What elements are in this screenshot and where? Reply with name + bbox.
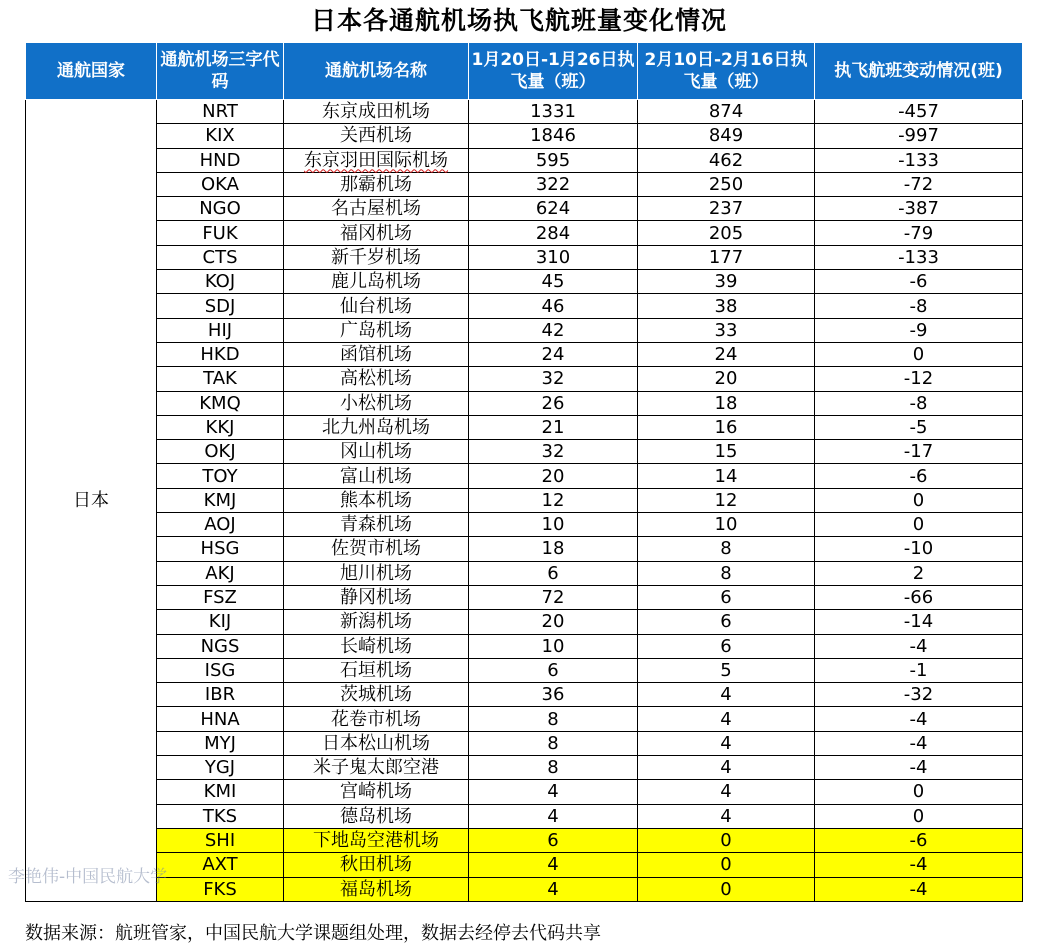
period1-count-cell: 42 [469,318,638,342]
period2-count-cell: 4 [638,804,815,828]
airport-name-cell: 冈山机场 [284,440,469,464]
airport-name-cell: 茨城机场 [284,683,469,707]
airport-name-cell: 佐贺市机场 [284,537,469,561]
table-row [26,780,1023,804]
period2-count-cell: 462 [638,148,815,172]
period2-count-cell: 250 [638,172,815,196]
period1-count-cell: 8 [469,756,638,780]
airport-code-cell: IBR [157,683,284,707]
table-row [26,270,1023,294]
header-name: 通航机场名称 [284,43,469,100]
airport-name-cell: 青森机场 [284,513,469,537]
table-row [26,853,1023,877]
period2-count-cell: 4 [638,707,815,731]
period1-count-cell: 12 [469,488,638,512]
airport-code-cell: TAK [157,367,284,391]
table-header-row [26,43,1023,100]
airport-code-cell: NRT [157,100,284,124]
period2-count-cell: 237 [638,197,815,221]
period2-count-cell: 16 [638,415,815,439]
airport-code-cell: KMQ [157,391,284,415]
table-row [26,658,1023,682]
table-row [26,342,1023,366]
period2-count-cell: 20 [638,367,815,391]
watermark-text: 李艳伟-中国民航大学 [8,867,168,887]
airport-flight-table [25,42,1023,902]
period1-count-cell: 8 [469,707,638,731]
airport-name-cell: 福冈机场 [284,221,469,245]
table-row [26,828,1023,852]
change-cell: 0 [815,342,1023,366]
period1-count-cell: 8 [469,731,638,755]
change-cell: -4 [815,756,1023,780]
airport-code-cell: TOY [157,464,284,488]
period1-count-cell: 46 [469,294,638,318]
period2-count-cell: 205 [638,221,815,245]
period2-count-cell: 6 [638,610,815,634]
change-cell: -5 [815,415,1023,439]
airport-code-cell: ISG [157,658,284,682]
period2-count-cell: 4 [638,683,815,707]
table-row [26,804,1023,828]
period2-count-cell: 10 [638,513,815,537]
change-cell: -10 [815,537,1023,561]
spellcheck-underlined-text: 东京羽田国际机场 [304,149,448,171]
airport-name-cell: 鹿儿岛机场 [284,270,469,294]
airport-code-cell: KIJ [157,610,284,634]
period2-count-cell: 8 [638,561,815,585]
change-cell: 0 [815,804,1023,828]
airport-code-cell: CTS [157,245,284,269]
table-row [26,488,1023,512]
change-cell: -4 [815,634,1023,658]
country-cell: 日本 [26,100,157,902]
airport-name-cell: 石垣机场 [284,658,469,682]
period2-count-cell: 5 [638,658,815,682]
period1-count-cell: 4 [469,804,638,828]
airport-name-cell: 熊本机场 [284,488,469,512]
change-cell: 2 [815,561,1023,585]
period1-count-cell: 10 [469,513,638,537]
period1-count-cell: 4 [469,877,638,901]
header-country: 通航国家 [26,43,157,100]
period1-count-cell: 6 [469,828,638,852]
airport-code-cell: KOJ [157,270,284,294]
change-cell: 0 [815,513,1023,537]
period1-count-cell: 322 [469,172,638,196]
airport-code-cell: OKJ [157,440,284,464]
airport-code-cell: HKD [157,342,284,366]
change-cell: -4 [815,877,1023,901]
airport-name-cell: 小松机场 [284,391,469,415]
airport-name-cell: 米子鬼太郎空港 [284,756,469,780]
period2-count-cell: 14 [638,464,815,488]
airport-name-cell: 长崎机场 [284,634,469,658]
change-cell: -14 [815,610,1023,634]
change-cell: -32 [815,683,1023,707]
period2-count-cell: 0 [638,877,815,901]
period2-count-cell: 4 [638,731,815,755]
table-row [26,634,1023,658]
change-cell: -457 [815,100,1023,124]
change-cell: -133 [815,148,1023,172]
change-cell: -8 [815,294,1023,318]
change-cell: -6 [815,828,1023,852]
change-cell: -4 [815,731,1023,755]
table-row [26,561,1023,585]
period1-count-cell: 21 [469,415,638,439]
airport-code-cell: KMI [157,780,284,804]
period1-count-cell: 284 [469,221,638,245]
table-row [26,756,1023,780]
table-body [26,100,1023,902]
table-row [26,513,1023,537]
table-row [26,415,1023,439]
period2-count-cell: 15 [638,440,815,464]
period2-count-cell: 874 [638,100,815,124]
change-cell: -387 [815,197,1023,221]
header-period2: 2月10日-2月16日执飞量（班） [638,43,815,100]
airport-code-cell: KMJ [157,488,284,512]
period1-count-cell: 20 [469,610,638,634]
airport-code-cell: NGO [157,197,284,221]
page-title: 日本各通航机场执飞航班量变化情况 [310,6,727,35]
change-cell: -9 [815,318,1023,342]
period2-count-cell: 0 [638,828,815,852]
period2-count-cell: 33 [638,318,815,342]
header-code: 通航机场三字代码 [157,43,284,100]
period1-count-cell: 624 [469,197,638,221]
table-row [26,391,1023,415]
airport-name-cell: 名古屋机场 [284,197,469,221]
airport-name-cell: 广岛机场 [284,318,469,342]
data-source-note: 数据来源：航班管家，中国民航大学课题组处理，数据去经停去代码共享 [25,923,601,944]
airport-code-cell: YGJ [157,756,284,780]
change-cell: -997 [815,124,1023,148]
airport-name-cell: 关西机场 [284,124,469,148]
airport-name-cell: 日本松山机场 [284,731,469,755]
period2-count-cell: 4 [638,780,815,804]
period1-count-cell: 4 [469,853,638,877]
period1-count-cell: 72 [469,585,638,609]
airport-name-cell: 富山机场 [284,464,469,488]
airport-code-cell: AKJ [157,561,284,585]
airport-name-cell: 函馆机场 [284,342,469,366]
period1-count-cell: 45 [469,270,638,294]
table-row [26,440,1023,464]
period2-count-cell: 18 [638,391,815,415]
change-cell: -1 [815,658,1023,682]
change-cell: -133 [815,245,1023,269]
period2-count-cell: 0 [638,853,815,877]
period1-count-cell: 6 [469,658,638,682]
period2-count-cell: 24 [638,342,815,366]
airport-name-cell: 静冈机场 [284,585,469,609]
airport-code-cell: AXT [157,853,284,877]
change-cell: -66 [815,585,1023,609]
change-cell: -4 [815,853,1023,877]
table-row [26,294,1023,318]
airport-name-cell: 高松机场 [284,367,469,391]
period2-count-cell: 6 [638,585,815,609]
period1-count-cell: 1331 [469,100,638,124]
change-cell: -6 [815,270,1023,294]
period1-count-cell: 20 [469,464,638,488]
period2-count-cell: 849 [638,124,815,148]
airport-code-cell: TKS [157,804,284,828]
airport-code-cell: HNA [157,707,284,731]
change-cell: 0 [815,488,1023,512]
airport-code-cell: FUK [157,221,284,245]
airport-code-cell: HSG [157,537,284,561]
airport-code-cell: FSZ [157,585,284,609]
period1-count-cell: 595 [469,148,638,172]
change-cell: -72 [815,172,1023,196]
table-row [26,731,1023,755]
change-cell: -4 [815,707,1023,731]
table-row [26,148,1023,172]
change-cell: 0 [815,780,1023,804]
airport-name-cell: 花卷市机场 [284,707,469,731]
change-cell: -6 [815,464,1023,488]
airport-code-cell: HIJ [157,318,284,342]
airport-code-cell: MYJ [157,731,284,755]
table-row [26,707,1023,731]
airport-code-cell: HND [157,148,284,172]
header-change: 执飞航班变动情况(班) [815,43,1023,100]
period1-count-cell: 18 [469,537,638,561]
period1-count-cell: 36 [469,683,638,707]
airport-name-cell: 那霸机场 [284,172,469,196]
airport-name-cell: 新潟机场 [284,610,469,634]
table-row [26,877,1023,901]
airport-code-cell: FKS [157,877,284,901]
period2-count-cell: 177 [638,245,815,269]
airport-name-cell: 福岛机场 [284,877,469,901]
airport-name-cell: 东京成田机场 [284,100,469,124]
table-row [26,172,1023,196]
table-row [26,585,1023,609]
period1-count-cell: 32 [469,440,638,464]
period1-count-cell: 310 [469,245,638,269]
period1-count-cell: 4 [469,780,638,804]
airport-code-cell: SHI [157,828,284,852]
period2-count-cell: 38 [638,294,815,318]
period1-count-cell: 24 [469,342,638,366]
period2-count-cell: 6 [638,634,815,658]
period2-count-cell: 12 [638,488,815,512]
period2-count-cell: 8 [638,537,815,561]
change-cell: -8 [815,391,1023,415]
period1-count-cell: 1846 [469,124,638,148]
period1-count-cell: 10 [469,634,638,658]
airport-name-cell: 宫崎机场 [284,780,469,804]
table-row [26,683,1023,707]
airport-code-cell: NGS [157,634,284,658]
table-row [26,464,1023,488]
period2-count-cell: 4 [638,756,815,780]
change-cell: -17 [815,440,1023,464]
airport-name-cell: 仙台机场 [284,294,469,318]
period2-count-cell: 39 [638,270,815,294]
table-row [26,197,1023,221]
change-cell: -79 [815,221,1023,245]
airport-name-cell: 德岛机场 [284,804,469,828]
airport-code-cell: AOJ [157,513,284,537]
airport-name-cell: 北九州岛机场 [284,415,469,439]
airport-code-cell: OKA [157,172,284,196]
table-row [26,610,1023,634]
table-row [26,537,1023,561]
header-period1: 1月20日-1月26日执飞量（班） [469,43,638,100]
table-row [26,245,1023,269]
table-row [26,124,1023,148]
table-row [26,367,1023,391]
period1-count-cell: 26 [469,391,638,415]
airport-name-cell: 秋田机场 [284,853,469,877]
change-cell: -12 [815,367,1023,391]
table-row [26,100,1023,124]
period1-count-cell: 6 [469,561,638,585]
airport-code-cell: KIX [157,124,284,148]
airport-name-cell: 新千岁机场 [284,245,469,269]
airport-code-cell: KKJ [157,415,284,439]
table-row [26,318,1023,342]
airport-name-cell [284,148,469,172]
period1-count-cell: 32 [469,367,638,391]
airport-name-cell: 旭川机场 [284,561,469,585]
table-row [26,221,1023,245]
airport-name-cell: 下地岛空港机场 [284,828,469,852]
airport-code-cell: SDJ [157,294,284,318]
